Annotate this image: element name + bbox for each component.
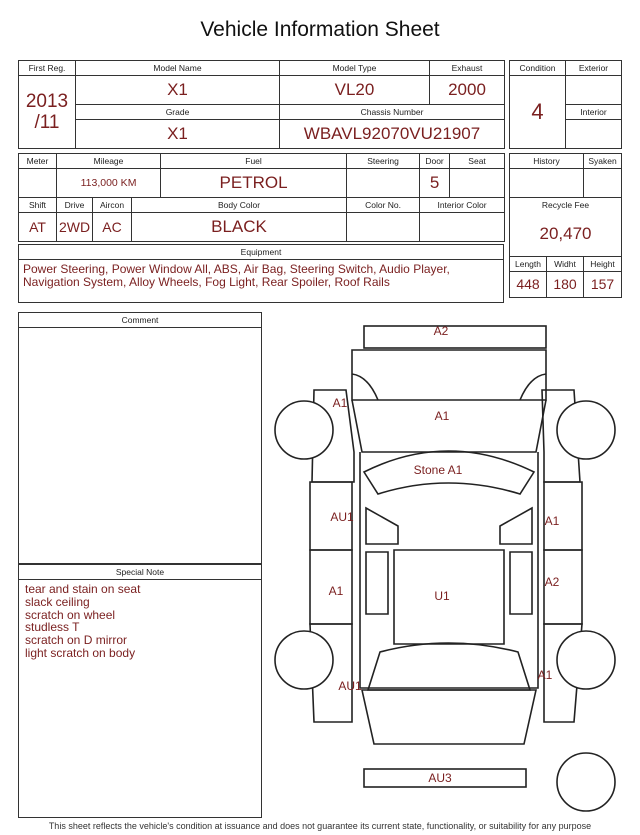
history-label: History [510, 154, 584, 169]
recycle-fee-label: Recycle Fee [510, 198, 622, 213]
aircon-label: Aircon [93, 198, 132, 213]
interior-value [566, 120, 622, 149]
specs-table [18, 153, 505, 242]
mark-right-front-door: A1 [544, 514, 560, 528]
seat-label: Seat [450, 154, 505, 169]
first-reg-label: First Reg. [19, 61, 76, 76]
right-rear-window [510, 552, 532, 614]
color-no-value [347, 213, 420, 242]
exterior-value [566, 76, 622, 105]
comment-box [18, 312, 262, 564]
model-type-label: Model Type [280, 61, 430, 76]
width-value: 180 [547, 271, 584, 297]
note-line: scratch on wheel [25, 607, 116, 622]
rear-left-wheel [275, 631, 333, 689]
width-label: Widht [547, 256, 584, 271]
mark-windshield: Stone A1 [413, 463, 463, 477]
bonnet-panel [352, 400, 546, 452]
first-reg-value [19, 76, 76, 149]
side-table [509, 153, 622, 298]
interior-color-label: Interior Color [420, 198, 505, 213]
right-front-window [500, 508, 532, 544]
mark-rear-bumper: AU3 [428, 771, 452, 785]
condition-label: Condition [510, 61, 566, 76]
steering-value [347, 169, 420, 198]
left-rear-window [366, 552, 388, 614]
syaken-value [584, 169, 622, 198]
front-bumper-panel [364, 326, 546, 348]
shift-value: AT [19, 213, 57, 242]
body-outline [360, 452, 538, 688]
first-reg-year: 2013 [25, 91, 69, 112]
drive-label: Drive [57, 198, 93, 213]
body-color-value: BLACK [132, 213, 347, 242]
header-table [18, 60, 505, 149]
front-panel [352, 350, 546, 400]
note-line: tear and stain on seat [25, 582, 141, 596]
mark-front-left-fender: A1 [332, 396, 348, 410]
height-value: 157 [584, 271, 622, 297]
aircon-value: AC [93, 213, 132, 242]
interior-label: Interior [566, 105, 622, 120]
exhaust-value: 2000 [430, 76, 505, 105]
model-name-label: Model Name [76, 61, 280, 76]
mark-left-rear-door: A1 [328, 584, 344, 598]
recycle-fee-value: 20,470 [510, 212, 622, 256]
note-line: scratch on D mirror [25, 633, 128, 648]
grade-value: X1 [76, 120, 280, 149]
chassis-label: Chassis Number [280, 105, 505, 120]
mark-left-rear-quarter: AU1 [338, 679, 362, 693]
footer-disclaimer: This sheet reflects the vehicle's condition at issuance and does not guarantee its current state, functionality, or suitability for any purpose [48, 821, 592, 831]
special-note-list [25, 583, 140, 660]
drive-value: 2WD [57, 213, 93, 242]
door-value: 5 [420, 169, 450, 198]
note-line: light scratch on body [25, 645, 136, 660]
model-name-value: X1 [76, 76, 280, 105]
spare-wheel [557, 753, 615, 811]
note-line: slack ceiling [25, 594, 90, 609]
page-title: Vehicle Information Sheet [200, 18, 440, 41]
car-damage-diagram [268, 312, 620, 820]
condition-value: 4 [510, 76, 566, 149]
fuel-value: PETROL [161, 169, 347, 198]
trunk-panel [362, 690, 536, 744]
rear-right-wheel [557, 631, 615, 689]
shift-label: Shift [19, 198, 57, 213]
mark-right-rear-quarter: A1 [537, 668, 553, 682]
equipment-value: Power Steering, Power Window All, ABS, Air Bag, Steering Switch, Audio Player, Navigation System, Alloy Wheels, Fog Light, Rear Spoiler, Roof Rails [23, 262, 450, 289]
mark-bonnet: A1 [434, 409, 450, 423]
special-note-label: Special Note [19, 565, 261, 580]
mark-roof: U1 [434, 589, 450, 603]
steering-label: Steering [347, 154, 420, 169]
note-line: studless T [25, 620, 80, 635]
model-type-value: VL20 [280, 76, 430, 105]
comment-label: Comment [19, 313, 261, 328]
headlight-left [352, 374, 378, 400]
mark-roof-front: A2 [433, 324, 449, 338]
mark-left-front-door: AU1 [330, 510, 354, 524]
grade-label: Grade [76, 105, 280, 120]
length-value: 448 [510, 271, 547, 297]
meter-label: Meter [19, 154, 57, 169]
equipment-label: Equipment [19, 245, 503, 260]
seat-value [450, 169, 505, 198]
equipment-box [18, 244, 504, 303]
exhaust-label: Exhaust [430, 61, 505, 76]
history-value [510, 169, 584, 198]
mark-right-rear-door: A2 [544, 575, 560, 589]
exterior-label: Exterior [566, 61, 622, 76]
first-reg-month: /11 [34, 112, 60, 133]
chassis-value: WBAVL92070VU21907 [280, 120, 505, 149]
interior-color-value [420, 213, 505, 242]
front-left-wheel [275, 401, 333, 459]
syaken-label: Syaken [584, 154, 622, 169]
special-note-box [18, 564, 262, 818]
condition-table [509, 60, 622, 149]
left-front-window [366, 508, 398, 544]
length-label: Length [510, 256, 547, 271]
color-no-label: Color No. [347, 198, 420, 213]
height-label: Height [584, 256, 622, 271]
body-color-label: Body Color [132, 198, 347, 213]
front-right-wheel [557, 401, 615, 459]
rear-window [368, 643, 530, 690]
mileage-label: Mileage [57, 154, 161, 169]
mileage-value: 113,000 KM [57, 169, 161, 198]
door-label: Door [420, 154, 450, 169]
fuel-label: Fuel [161, 154, 347, 169]
meter-value [19, 169, 57, 198]
